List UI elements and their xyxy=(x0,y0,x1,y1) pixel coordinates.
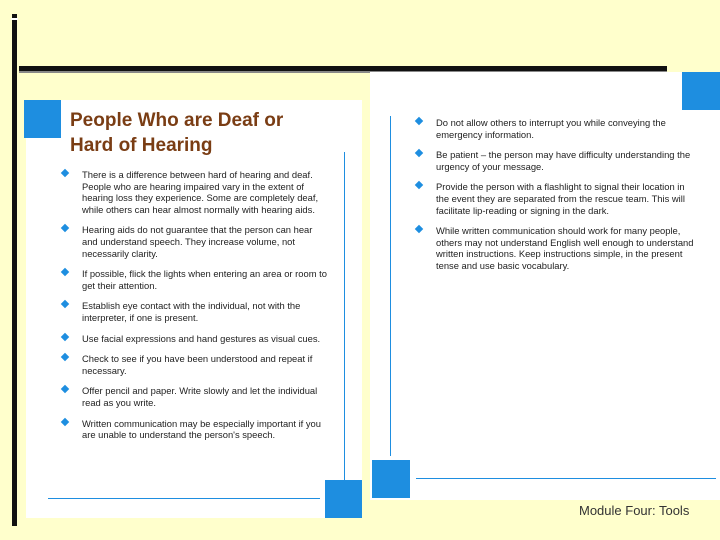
list-item: Do not allow others to interrupt you while conveying the emergency information. xyxy=(414,117,694,140)
list-item: Provide the person with a flashlight to signal their location in the event they are separated from the rescue team. This will facilitate lip-reading or signing in the dark. xyxy=(414,181,694,216)
diamond-bullet-icon xyxy=(61,169,69,177)
right-page-bottom-rule xyxy=(416,478,716,479)
diamond-bullet-icon xyxy=(61,353,69,361)
list-item: Hearing aids do not guarantee that the person can hear and understand speech. They increase volume, not necessarily clarity. xyxy=(60,224,330,259)
list-item: Be patient – the person may have difficulty understanding the urgency of your message. xyxy=(414,149,694,172)
list-item: Establish eye contact with the individual, not with the interpreter, if one is present. xyxy=(60,300,330,323)
left-rule-tick xyxy=(11,18,18,20)
left-page-bottom-square xyxy=(325,480,362,518)
diamond-bullet-icon xyxy=(61,417,69,425)
footer-label: Module Four: Tools xyxy=(579,503,690,518)
list-item: If possible, flick the lights when entering an area or room to get their attention. xyxy=(60,268,330,291)
diamond-bullet-icon xyxy=(61,224,69,232)
left-bullet-list xyxy=(60,169,330,450)
left-vertical-rule xyxy=(12,14,17,526)
list-item: Offer pencil and paper. Write slowly and let the individual read as you write. xyxy=(60,385,330,408)
right-page-vertical-rule xyxy=(390,116,391,456)
right-bullet-list xyxy=(414,117,694,281)
left-page-vertical-rule xyxy=(344,152,345,482)
list-item: Use facial expressions and hand gestures as visual cues. xyxy=(60,333,330,345)
list-item: Written communication may be especially important if you are unable to understand the person's speech. xyxy=(60,418,330,441)
right-page-bottom-square xyxy=(372,460,410,498)
left-page-corner-square xyxy=(24,100,61,138)
diamond-bullet-icon xyxy=(415,181,423,189)
title-line-1: People Who are Deaf or xyxy=(70,110,284,131)
diamond-bullet-icon xyxy=(415,149,423,157)
page-title xyxy=(70,108,330,158)
list-item: While written communication should work for many people, others may not understand English well enough to understand written instructions. Keep instructions simple, in the present tense and use basic vocabulary. xyxy=(414,225,694,271)
diamond-bullet-icon xyxy=(61,385,69,393)
diamond-bullet-icon xyxy=(415,117,423,125)
diamond-bullet-icon xyxy=(61,300,69,308)
left-page-bottom-rule xyxy=(48,498,320,499)
list-item: There is a difference between hard of hearing and deaf. People who are hearing impaired vary in the extent of hearing loss they experience. Some are completely deaf, while others can hear almost normally with hearing aids. xyxy=(60,169,330,215)
diamond-bullet-icon xyxy=(415,225,423,233)
list-item: Check to see if you have been understood and repeat if necessary. xyxy=(60,353,330,376)
diamond-bullet-icon xyxy=(61,268,69,276)
right-page-corner-square xyxy=(682,72,720,110)
diamond-bullet-icon xyxy=(61,332,69,340)
title-line-2: Hard of Hearing xyxy=(70,135,213,156)
